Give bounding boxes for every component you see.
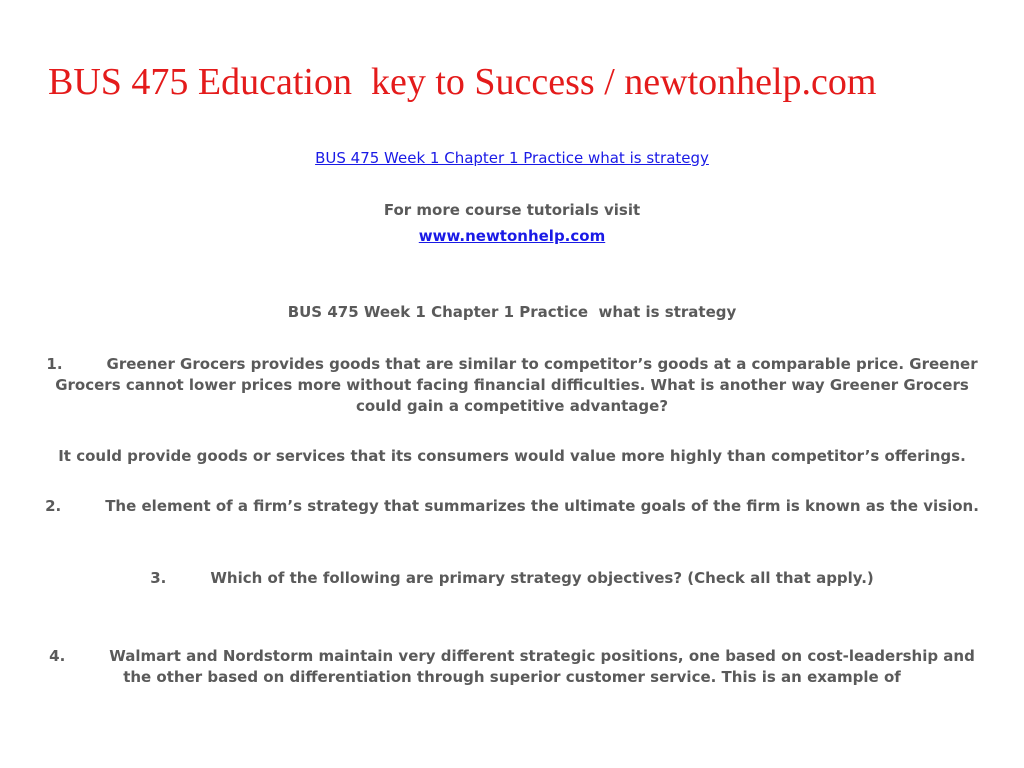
question-number: 4. xyxy=(49,647,66,665)
question-1 xyxy=(40,354,984,417)
site-link-container xyxy=(0,226,1024,246)
slide-title: BUS 475 Education key to Success / newtonhelp.com xyxy=(48,61,877,103)
question-text: Walmart and Nordstorm maintain very different strategic positions, one based on cost-leadership and the other based on differentiation through superior customer service. This is an example of xyxy=(109,647,975,686)
question-2 xyxy=(40,496,984,517)
question-text: Greener Grocers provides goods that are similar to competitor’s goods at a comparable price. Greener Grocers cannot lower prices more without facing financial difficulties. What is another way Greener Grocers could gain a competitive advantage? xyxy=(55,355,978,415)
question-text: The element of a firm’s strategy that summarizes the ultimate goals of the firm is known as the vision. xyxy=(105,497,979,515)
top-link-container xyxy=(0,148,1024,168)
question-4 xyxy=(40,646,984,688)
visit-text: For more course tutorials visit xyxy=(383,201,641,219)
question-text: Which of the following are primary strategy objectives? (Check all that apply.) xyxy=(210,569,874,587)
course-practice-link[interactable]: BUS 475 Week 1 Chapter 1 Practice what is strategy xyxy=(315,149,709,167)
question-number: 3. xyxy=(150,569,167,587)
section-heading: BUS 475 Week 1 Chapter 1 Practice what is strategy xyxy=(287,303,737,321)
question-3 xyxy=(40,568,984,589)
question-number: 2. xyxy=(45,497,62,515)
newtonhelp-link[interactable]: www.newtonhelp.com xyxy=(418,227,606,245)
question-number: 1. xyxy=(46,355,63,373)
answer-1: It could provide goods or services that its consumers would value more highly than competitor’s offerings. xyxy=(58,447,966,465)
